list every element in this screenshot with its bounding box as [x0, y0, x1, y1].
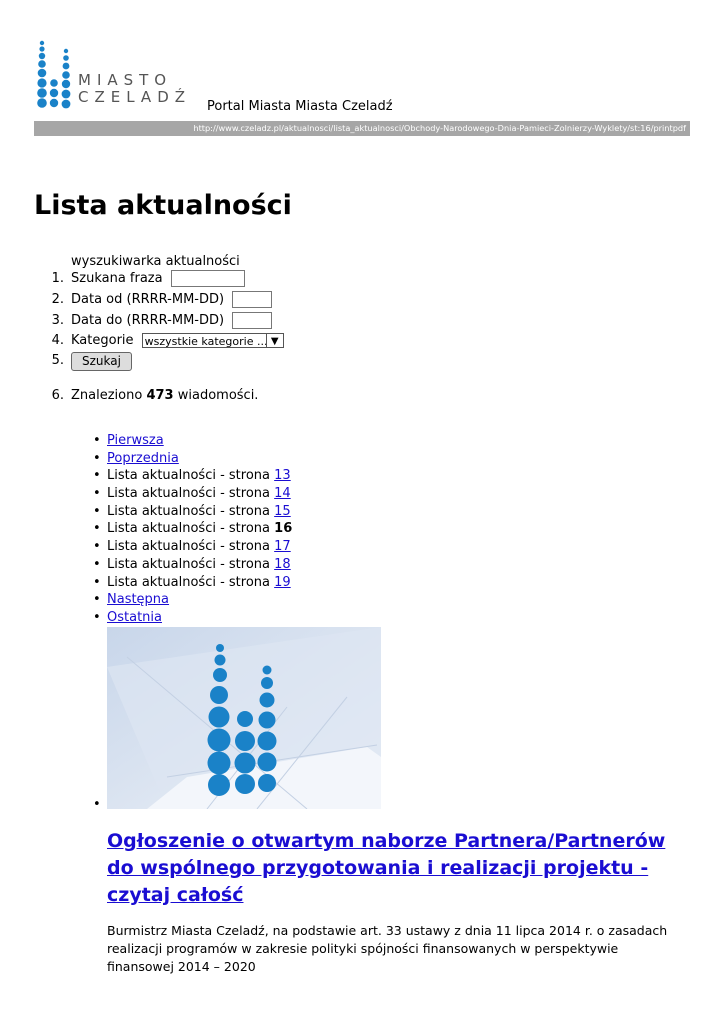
logo-text: [78, 72, 191, 106]
page-prefix: Lista aktualności - strona: [107, 486, 271, 502]
page-link-17[interactable]: 17: [274, 539, 291, 555]
dropdown-arrow-icon[interactable]: ▼: [266, 334, 283, 347]
page-prefix: Lista aktualności - strona: [107, 539, 271, 555]
pager-item-next: [93, 591, 292, 609]
found-prefix: Znaleziono: [71, 388, 143, 403]
search-button[interactable]: Szukaj: [71, 352, 132, 371]
url-bar: http://www.czeladz.pl/aktualnosci/lista_aktualnosci/Obchody-Narodowego-Dnia-Pamieci-Zolnierzy-Wyklety/st:16/printpdf: [34, 121, 690, 136]
list-number: 6.: [51, 388, 64, 403]
pager-item: [93, 503, 292, 521]
logo-line-2: CZELADŹ: [78, 88, 192, 106]
pager-item-last: [93, 609, 292, 627]
found-suffix: wiadomości.: [177, 388, 259, 403]
current-page: 16: [274, 521, 293, 537]
category-label: Kategorie: [71, 333, 134, 348]
pagination: [93, 432, 292, 627]
page-prefix: Lista aktualności - strona: [107, 556, 271, 572]
phrase-input[interactable]: [171, 270, 245, 287]
pager-item-prev: [93, 450, 292, 468]
previous-page-link[interactable]: Poprzednia: [107, 450, 179, 466]
list-number: 3.: [51, 313, 64, 328]
date-from-input[interactable]: [232, 291, 272, 308]
list-bullet: •: [93, 797, 101, 812]
page-link-19[interactable]: 19: [274, 574, 291, 590]
portal-title: Portal Miasta Miasta Czeladź: [207, 99, 393, 114]
page-prefix: Lista aktualności - strona: [107, 468, 271, 484]
found-count: 473: [146, 388, 174, 403]
page-link-18[interactable]: 18: [274, 556, 291, 572]
list-number: 5.: [51, 353, 64, 368]
last-page-link[interactable]: Ostatnia: [107, 609, 162, 625]
phrase-label: Szukana fraza: [71, 271, 163, 286]
page-prefix: Lista aktualności - strona: [107, 574, 271, 590]
date-to-input[interactable]: [232, 312, 272, 329]
page-link-13[interactable]: 13: [274, 468, 291, 484]
logo-dots-icon: [34, 38, 78, 110]
pager-item: [93, 467, 292, 485]
pager-item: [93, 556, 292, 574]
page-link-14[interactable]: 14: [274, 486, 291, 502]
list-number: 2.: [51, 292, 64, 307]
news-title-link[interactable]: Ogłoszenie o otwartym naborze Partnera/Partnerów do wspólnego przygotowania i realizacji projektu - czytaj całość: [107, 830, 666, 906]
news-excerpt: Burmistrz Miasta Czeladź, na podstawie art. 33 ustawy z dnia 11 lipca 2014 r. o zasadach realizacji programów w zakresie polityki spójności finansowanych w perspektywie finansowej 2014 – 2020: [107, 923, 668, 974]
pager-item: [93, 574, 292, 592]
pager-item-current: [93, 520, 292, 538]
category-value: wszystkie kategorie ...: [144, 335, 268, 348]
pager-item-first: [93, 432, 292, 450]
date-to-label: Data do (RRRR-MM-DD): [71, 313, 225, 328]
list-number: 4.: [51, 333, 64, 348]
page-prefix: Lista aktualności - strona: [107, 521, 271, 537]
list-number: 1.: [51, 271, 64, 286]
page-title: Lista aktualności: [34, 190, 292, 221]
page-link-15[interactable]: 15: [274, 503, 291, 519]
first-page-link[interactable]: Pierwsza: [107, 433, 164, 448]
category-select[interactable]: [142, 333, 284, 348]
search-caption: wyszukiwarka aktualności: [71, 254, 240, 269]
pager-item: [93, 538, 292, 556]
page-prefix: Lista aktualności - strona: [107, 503, 271, 519]
date-from-label: Data od (RRRR-MM-DD): [71, 292, 225, 307]
news-thumbnail[interactable]: [107, 627, 381, 809]
logo-line-1: MIASTO: [78, 71, 173, 89]
next-page-link[interactable]: Następna: [107, 592, 170, 608]
pager-item: [93, 485, 292, 503]
